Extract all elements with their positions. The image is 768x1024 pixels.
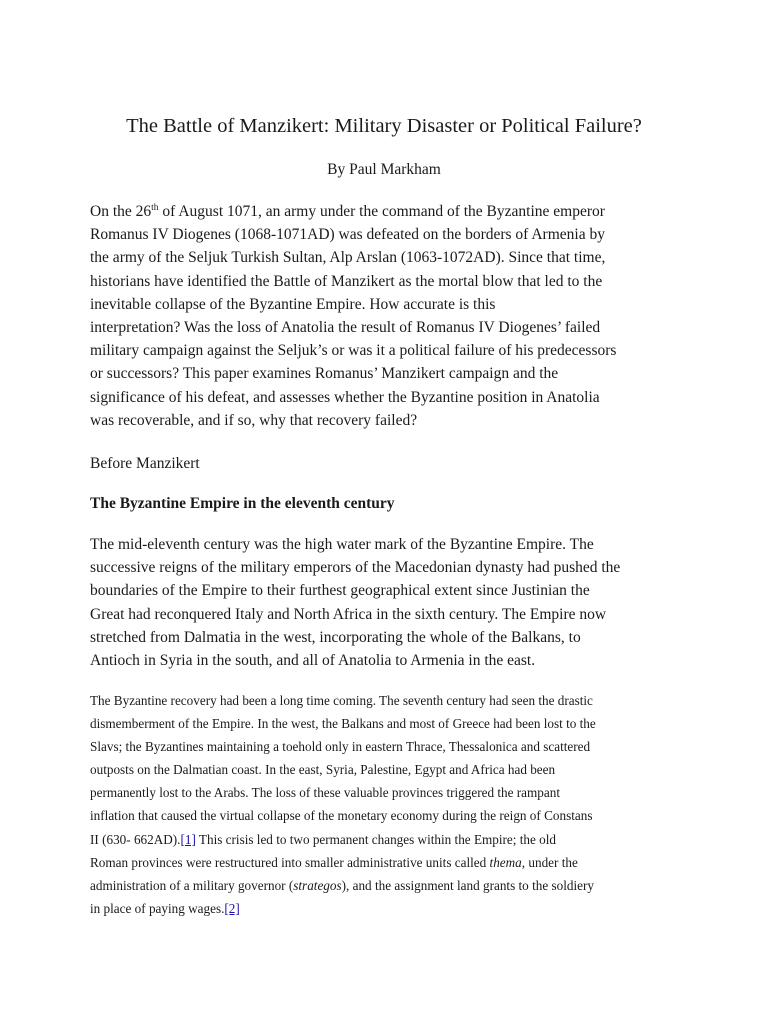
paragraph-line: interpretation? Was the loss of Anatolia the result of Romanus IV Diogenes’ failed <box>90 318 601 336</box>
recovery-paragraph <box>90 689 690 920</box>
text-run: ), and the assignment land grants to the soldiery <box>341 877 594 893</box>
paragraph-line: The mid-eleventh century was the high water mark of the Byzantine Empire. The <box>90 536 594 553</box>
paragraph-line: significance of his defeat, and assesses whether the Byzantine position in Anatolia <box>90 388 600 406</box>
paragraph-line: Antioch in Syria in the south, and all of Anatolia to Armenia in the east. <box>90 651 536 669</box>
paragraph-line: Great had reconquered Italy and North Africa in the sixth century. The Empire now <box>90 605 607 623</box>
paragraph-line: military campaign against the Seljuk’s or was it a political failure of his predecessors <box>90 342 617 360</box>
intro-paragraph <box>90 200 690 432</box>
italic-term-strategos: strategos <box>293 877 342 893</box>
paragraph-line: outposts on the Dalmatian coast. In the east, Syria, Palestine, Egypt and Africa had been <box>90 762 556 778</box>
paragraph-line: was recoverable, and if so, why that recovery failed? <box>90 411 418 429</box>
text-run: in place of paying wages. <box>90 900 225 916</box>
paragraph-line: Slavs; the Byzantines maintaining a toehold only in eastern Thrace, Thessalonica and scattered <box>90 739 591 755</box>
text-run: Roman provinces were restructured into smaller administrative units called <box>90 854 490 870</box>
paragraph-line: the army of the Seljuk Turkish Sultan, Alp Arslan (1063-1072AD). Since that time, <box>90 249 606 267</box>
paragraph-line: dismemberment of the Empire. In the west, the Balkans and most of Greece had been lost to the <box>90 716 596 732</box>
text-run: On the 26 <box>90 203 152 220</box>
paragraph-line: permanently lost to the Arabs. The loss of these valuable provinces triggered the rampant <box>90 785 560 801</box>
italic-term-thema: thema <box>489 854 522 870</box>
paragraph-line: Romanus IV Diogenes (1068-1071AD) was defeated on the borders of Armenia by <box>90 226 605 244</box>
paragraph-line: successive reigns of the military emperors of the Macedonian dynasty had pushed the <box>90 559 621 577</box>
paragraph-line <box>90 897 690 920</box>
paragraph-line <box>90 200 690 223</box>
paragraph-line: boundaries of the Empire to their furthest geographical extent since Justinian the <box>90 582 590 600</box>
section-heading: The Byzantine Empire in the eleventh century <box>90 495 395 512</box>
text-run: This crisis led to two permanent changes within the Empire; the old <box>195 831 556 847</box>
paragraph-line <box>90 828 690 851</box>
text-run: , under the <box>521 854 578 870</box>
paragraph-line: The Byzantine recovery had been a long time coming. The seventh century had seen the drastic <box>90 693 593 708</box>
author-byline: By Paul Markham <box>327 161 441 178</box>
paragraph-line: historians have identified the Battle of Manzikert as the mortal blow that led to the <box>90 272 603 290</box>
section-label: Before Manzikert <box>90 455 200 472</box>
paragraph-line <box>90 874 690 897</box>
paragraph-line: inflation that caused the virtual collapse of the monetary economy during the reign of Constans <box>90 808 593 824</box>
footnote-link-2[interactable]: [2] <box>224 900 240 916</box>
paragraph-line <box>90 851 690 874</box>
footnote-link-1[interactable]: [1] <box>180 831 196 847</box>
empire-paragraph <box>90 533 690 672</box>
paragraph-line: or successors? This paper examines Romanus’ Manzikert campaign and the <box>90 365 559 383</box>
paragraph-line: inevitable collapse of the Byzantine Empire. How accurate is this <box>90 295 496 313</box>
document-title: The Battle of Manzikert: Military Disaster or Political Failure? <box>126 115 642 137</box>
text-run: administration of a military governor ( <box>90 877 294 893</box>
ordinal-superscript: th <box>151 203 159 213</box>
paragraph-line: stretched from Dalmatia in the west, incorporating the whole of the Balkans, to <box>90 628 581 646</box>
text-run: of August 1071, an army under the command of the Byzantine emperor <box>158 203 605 220</box>
text-run: II (630- 662AD). <box>90 831 181 847</box>
